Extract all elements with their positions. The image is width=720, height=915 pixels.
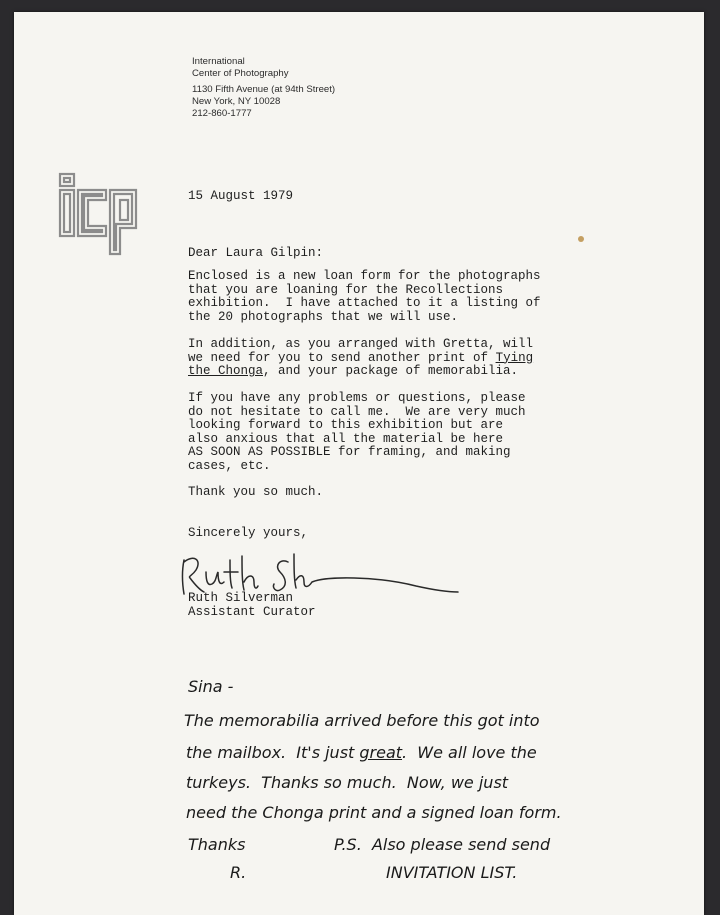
phone-number: 212-860-1777 [192,108,252,119]
handwritten-ps-line-1: P.S. Also please send send [334,835,551,854]
title-tying: Tying [495,350,534,365]
handwritten-line-4: need the Chonga print and a signed loan form. [186,803,562,822]
paragraph-2-text-after: , and your package of memorabilia. [263,364,519,379]
address-line2: New York, NY 10028 [192,96,281,107]
paragraph-2-text-before: In addition, as you arranged with Gretta, will we need for you to send another print of [188,337,534,365]
handwritten-great: great [359,743,403,762]
org-name-line2: Center of Photography [192,68,289,79]
address-line1: 1130 Fifth Avenue (at 94th Street) [192,84,336,95]
paper-stain [578,236,584,242]
handwritten-line-2 [186,738,537,768]
handwritten-line-2a: the mailbox. It's just [186,743,360,762]
title-the-chonga: the Chonga [188,364,264,379]
signer-name: Ruth Silverman [188,591,294,605]
handwritten-line-2b: . We all love the [402,743,537,762]
paragraph-2 [188,338,533,379]
handwritten-line-3: turkeys. Thanks so much. Now, we just [186,773,509,792]
paragraph-1: Enclosed is a new loan form for the photographs that you are loaning for the Recollections exhibition. I have attached to it a listing of the 20 photographs that we will use. [188,269,541,324]
handwritten-ps-line-2: INVITATION LIST. [386,863,518,882]
letter-date: 15 August 1979 [188,189,294,203]
handwritten-line-1: The memorabilia arrived before this got into [184,711,540,730]
org-name-line1: International [192,56,245,67]
paragraph-4: Thank you so much. [188,485,324,499]
closing: Sincerely yours, [188,526,309,540]
handwritten-greeting: Sina - [188,677,234,696]
letter-page [14,12,704,915]
signer-title: Assistant Curator [188,605,316,619]
paragraph-3: If you have any problems or questions, please do not hesitate to call me. We are very much looking forward to this exhibition but are also anxious that all the material be here AS SOON AS POSSIBLE for framing, and making cases, etc. [188,391,526,473]
handwritten-initial: R. [230,863,247,882]
handwritten-thanks: Thanks [188,835,246,854]
icp-logo [58,172,138,256]
salutation: Dear Laura Gilpin: [188,246,324,260]
letterhead [192,56,335,120]
